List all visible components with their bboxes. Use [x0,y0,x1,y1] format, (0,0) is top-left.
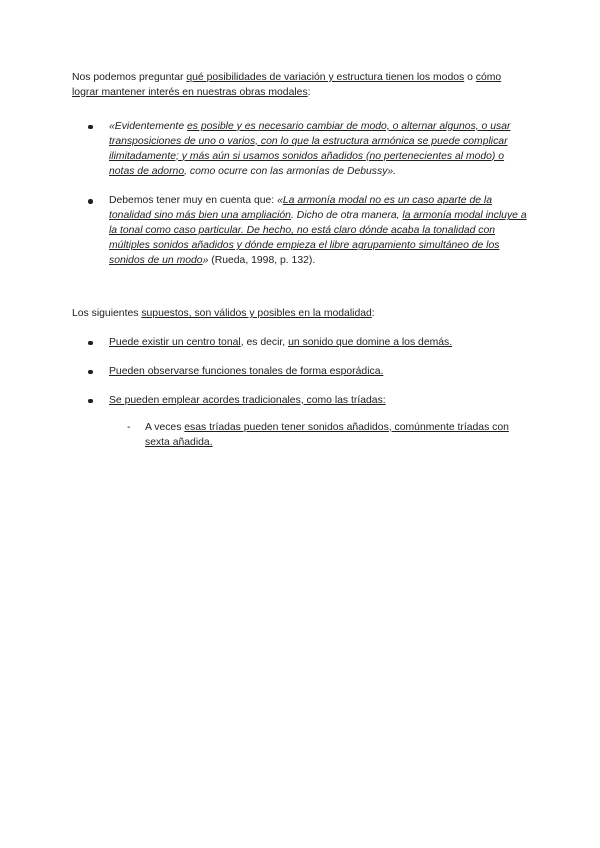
quote-mark: » [202,255,209,267]
underlined-phrase: Se pueden emplear acordes tradicionales, como las tríadas: [109,394,386,406]
quote-lead: Debemos tener muy en cuenta que: [109,195,278,207]
bullet-icon [88,370,93,375]
list-item [72,394,532,409]
item-text: A veces [145,421,185,433]
sub-list-item [72,421,515,451]
underlined-phrase: La armonía modal no es un caso aparte de la tonalidad sino más bien una ampliación [109,195,492,222]
bullet-icon [88,199,93,204]
quote-text: . Dicho de otra manera, [290,210,403,222]
list-item [72,336,532,351]
underlined-phrase: qué posibilidades de variación y estructura tienen los modos [186,72,465,83]
intro-paragraph [72,71,512,101]
list-item [72,194,532,269]
quote-mark: « [277,195,283,207]
para-text: Los siguientes [72,307,142,319]
dash-marker: - [127,421,131,433]
underlined-phrase: Pueden observarse funciones tonales de forma esporádica. [109,365,384,377]
underlined-phrase: supuestos, son válidos y posibles en la modalidad [141,307,372,319]
underlined-phrase: Puede existir un centro tonal [109,336,241,348]
underlined-phrase: la armonía modal incluye a la tonal como caso particular. De hecho, no está claro dónde acaba la tonalidad con múltiples sonidos añadidos y dónde empieza el libre agrupamiento simultáneo de los sonidos de un modo [109,210,527,267]
list-item [72,120,532,180]
citation: (Rueda, 1998, p. 132). [208,255,316,267]
document-page [72,71,532,450]
quote-text: , como ocurre con las armonías de Debussy». [184,165,397,177]
bullet-icon [88,125,93,130]
item-text: , es decir, [240,336,289,348]
underlined-phrase: un sonido que domine a los demás. [288,336,453,348]
intro-text: Nos podemos preguntar [72,72,187,83]
bullet-icon [88,399,93,404]
underlined-phrase: es posible y es necesario cambiar de modo, o alternar algunos, o usar transposiciones de uno o varios, con lo que la estructura armónica se puede complicar ilimitadamente; y más aún si usamos sonidos añadidos (no pertenecientes al modo) o notas de adorno [109,120,511,177]
intro-text: o [464,72,476,83]
assumptions-list [72,336,532,409]
bullet-icon [88,341,93,346]
para-text: : [371,307,375,319]
quote-text: «Evidentemente [109,120,187,132]
list-item [72,365,532,380]
intro-text: : [307,86,311,98]
quote-list [72,120,532,269]
assumptions-paragraph [72,307,532,322]
underlined-phrase: cómo lograr mantener interés en nuestras obras modales [72,72,502,98]
underlined-phrase: esas tríadas pueden tener sonidos añadidos, comúnmente tríadas con sexta añadida. [145,421,509,448]
